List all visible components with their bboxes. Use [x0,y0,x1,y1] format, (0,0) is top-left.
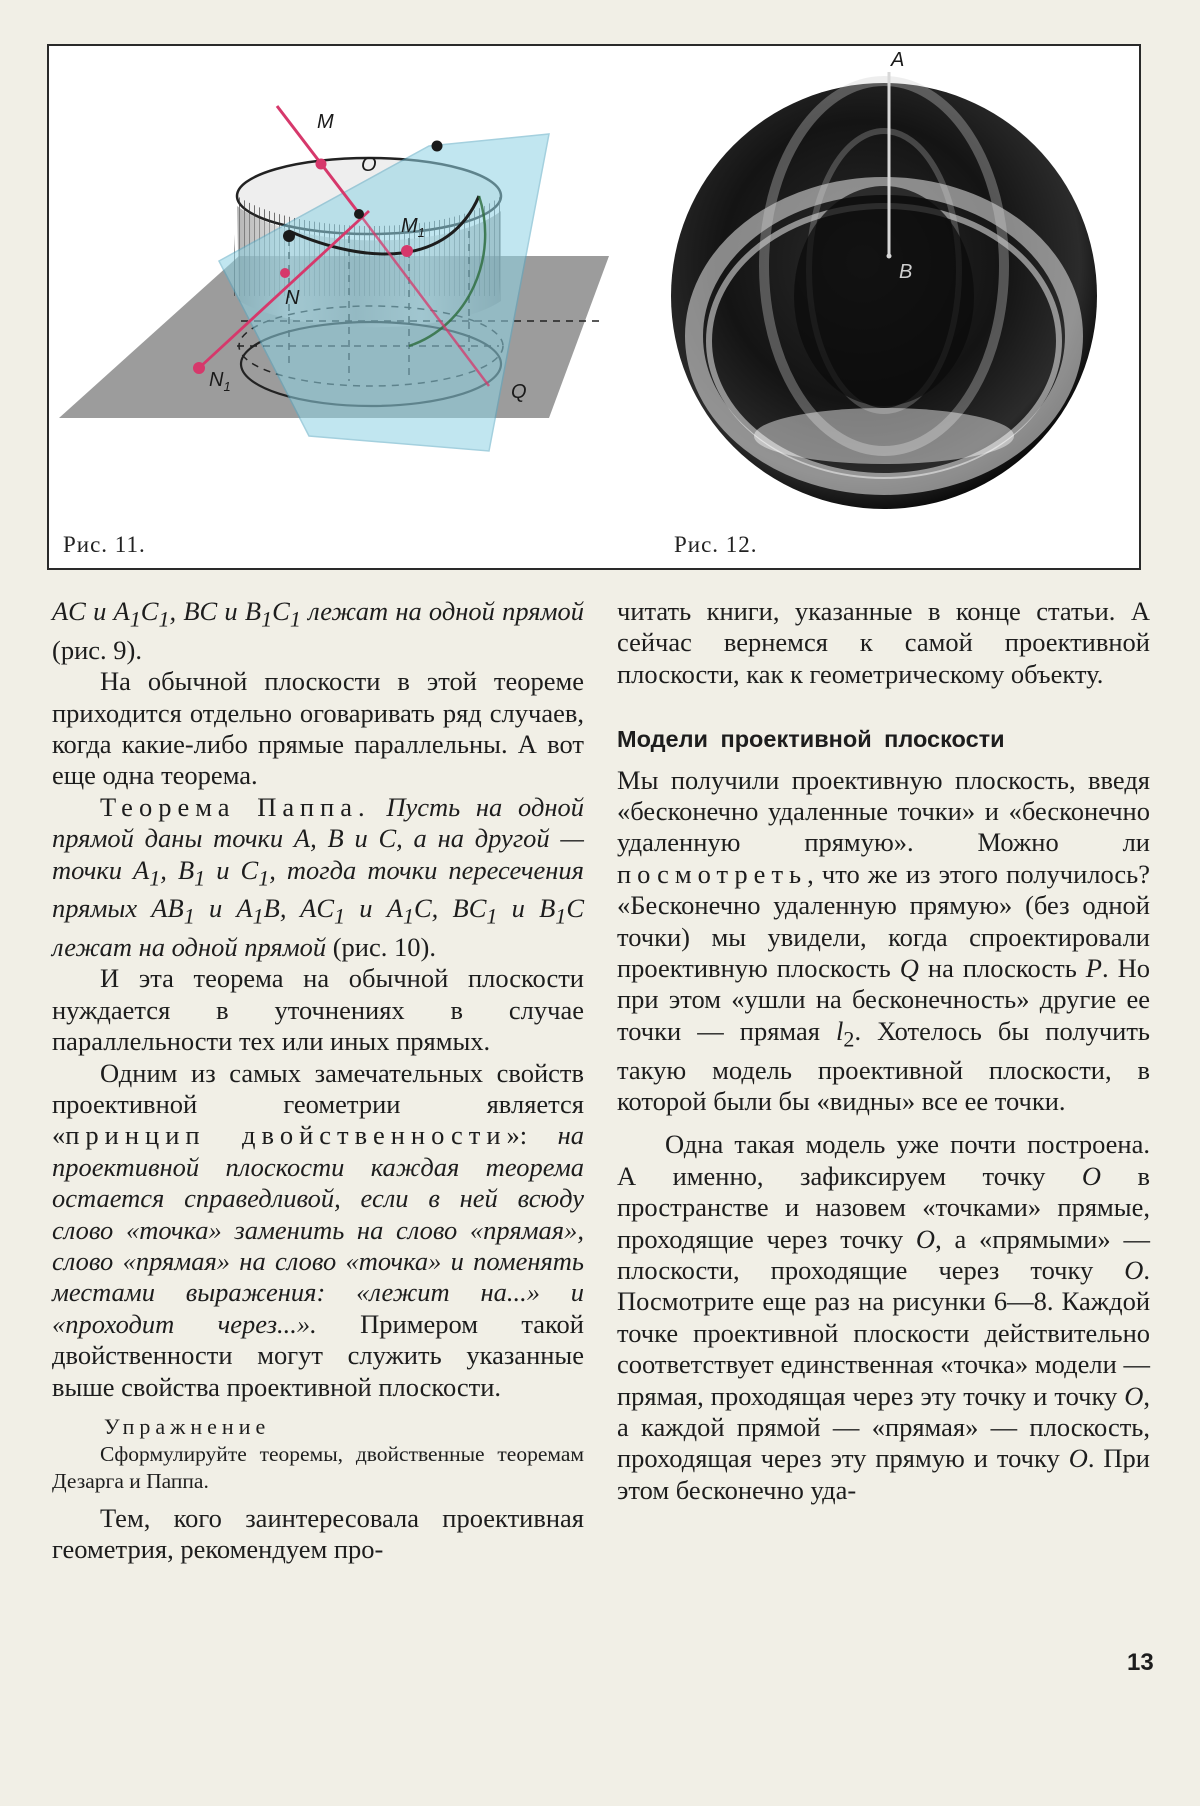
figure-12-drawing [671,49,1097,509]
exercise-body: Сформулируйте теоремы, двойственные теоремам Дезарга и Паппа. [52,1442,584,1494]
left-column [52,596,584,1566]
label-m1: $M_1$ [401,215,425,240]
label-o: O [361,154,377,176]
left-paragraph-1: AC и $A_1C_1$, BC и $B_1C_1$ лежат на одной прямой (рис. 9). [52,596,584,665]
label-a: A [891,49,905,71]
caption-fig-11: Рис. 11. [63,532,146,557]
label-n: N [285,287,300,309]
label-q: Q [511,381,527,403]
figure-11-drawing [59,106,609,451]
right-paragraph-1: читать книги, указанные в конце статьи. А сейчас вернемся к самой проективной плоскости, как к геометрическому объекту. [617,596,1150,689]
figure-frame [47,44,1141,570]
theorem-heading: Теорема Паппа. [100,791,371,822]
left-paragraph-duality: Одним из самых замечательных свойств проективной геометрии является «принцип двойственности»: на проективной плоскости каждая теорема остается справедливой, если в ней всюду слово «точка» заменить на слово «прямая», слово «прямая» на слово «точка» и поменять местами выражения: «лежит на...» и «проходит через...». Примером такой двойственности могут служить указанные выше свойства проективной плоскости. [52,1057,584,1402]
left-paragraph-6: Тем, кого заинтересовала проективная геометрия, рекомендуем про- [52,1503,584,1565]
section-title: Модели проективной плоскости [617,726,1005,753]
label-n1: $N_1$ [209,369,231,394]
right-paragraph-3: Одна такая модель уже почти построена. А именно, зафиксируем точку O в пространстве и назовем «точками» прямые, проходящие через точку O, а «прямыми» — плоскости, проходящие через точку O. Посмотрите еще раз на рисунки 6—8. Каждой точке проективной плоскости действительно соответствует единственная «точка» модели — прямая, проходящая через эту точку и точку O, а каждой прямой — «прямая» — плоскость, проходящая через эту прямую и точку O. При этом бесконечно уда- [617,1129,1150,1505]
label-b: B [899,261,913,283]
exercise-heading: Упражнение [104,1414,271,1440]
left-paragraph-pappus: Теорема Паппа. Пусть на одной прямой даны точки A, B и C, а на другой — точки $A_1$, $B_1$ и $C_1$, тогда точки пересечения прямых $AB_1$ и $A_1B$, $AC_1$ и $A_1C$, $BC_1$ и $B_1C$ лежат на одной прямой (рис. 10). [52,791,585,962]
point-n1 [193,362,205,374]
left-paragraph-4: И эта теорема на обычной плоскости нуждается в уточнениях в случае параллельности тех или иных прямых. [52,963,584,1057]
point-n [280,268,290,278]
right-paragraph-2: Мы получили проективную плоскость, введя «бесконечно удаленные точки» и «бесконечно удаленную прямую». Можно ли посмотреть, что же из этого получилось? «Бесконечно удаленную прямую» (без одной точки) мы увидели, когда спроектировали проективную плоскость Q на плоскость P. Но при этом «ушли на бесконечность» другие ее точки — прямая $l_2$. Хотелось бы получить такую модель проективной плоскости, в которой были бы «видны» все ее точки. [617,764,1151,1116]
caption-fig-12: Рис. 12. [674,532,758,557]
page-number: 13 [1127,1649,1154,1676]
figures-illustration [49,46,1141,570]
label-m: M [317,111,334,133]
point-m1 [401,245,413,257]
point-o [354,209,364,219]
left-paragraph-2: На обычной плоскости в этой теореме приходится отдельно оговаривать ряд случаев, когда какие-либо прямые параллельны. А вот еще одна теорема. [52,666,584,791]
point-m [316,159,327,170]
right-column [617,596,1150,1506]
